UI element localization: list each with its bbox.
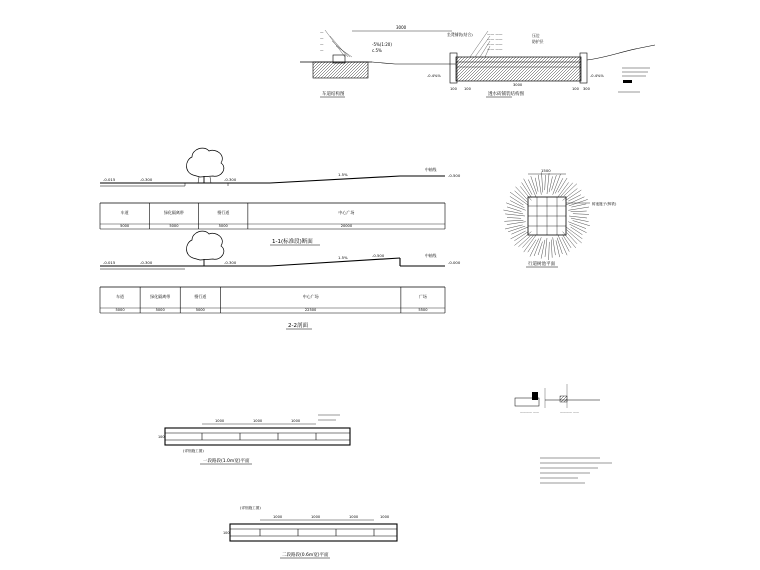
pavement-section-caption: 透水砖铺装结构图 — [488, 92, 524, 97]
pavement-plan-1 — [158, 415, 350, 464]
tree-pit-dim: 1500 — [541, 168, 551, 173]
zone-width: 5500 — [418, 308, 428, 312]
pavement-label-slope-right: -0.4%% — [590, 74, 604, 78]
zone-width: 22500 — [304, 308, 317, 312]
road-structure-detail — [300, 30, 395, 97]
s2-zone-strip — [100, 287, 445, 313]
legend-marks — [618, 68, 650, 92]
pavement-label-edge: 压边 — [532, 33, 540, 38]
canopy-stroke — [531, 176, 537, 194]
s1-zone-strip — [100, 203, 445, 229]
svg-text:—: — — [320, 36, 324, 40]
plan1-dim-a: 1000 — [215, 419, 225, 423]
canopy-stroke — [510, 192, 528, 205]
plan2-note: (详细施工图) — [240, 506, 261, 510]
pavement-structure-detail — [395, 31, 655, 97]
pavement-plan-2 — [223, 505, 397, 558]
plan2-dim-d: 1000 — [380, 515, 390, 519]
tree-icon-2 — [187, 231, 224, 266]
canopy-stroke — [556, 240, 560, 257]
tree-icon — [187, 148, 224, 183]
canopy-stroke — [551, 240, 552, 258]
s1-slope: 1.5% — [338, 172, 348, 177]
pavement-label-slope-left: -0.4%% — [427, 74, 441, 78]
s1-elev-c: -0.300 — [224, 177, 237, 182]
canopy-stroke — [545, 238, 547, 257]
svg-text:—— ——: —— —— — [487, 32, 503, 36]
zone-width: 5000 — [155, 308, 165, 312]
zone-name: 绿化隔离带 — [150, 294, 171, 299]
zone-name: 慢行道 — [217, 210, 230, 215]
svg-text:—: — — [320, 30, 324, 34]
s1-elev-a: -0.015 — [103, 177, 116, 182]
section-1-caption: 1-1(标准段)断面 — [272, 239, 313, 245]
zone-width: 5000 — [218, 224, 228, 228]
canopy-stroke — [567, 230, 582, 243]
section-2-2 — [100, 231, 461, 329]
canopy-stroke — [505, 214, 525, 216]
canopy-stroke — [507, 222, 526, 225]
canopy-stroke — [541, 240, 545, 259]
canopy-stroke — [568, 222, 586, 229]
zone-name: 广场 — [418, 294, 427, 299]
zone-name: 中心广场 — [302, 294, 319, 299]
canopy-stroke — [571, 227, 583, 235]
svg-text:—— ——: —— —— — [487, 47, 503, 51]
plan1-note: (详细施工图) — [183, 449, 204, 453]
canopy-stroke — [569, 216, 587, 218]
zone-name: 车道 — [116, 294, 125, 299]
plan1-dim-c: 1000 — [291, 419, 301, 423]
svg-text:—— ——: —— —— — [487, 37, 503, 41]
zone-width: 5000 — [120, 224, 130, 228]
canopy-stroke — [542, 172, 543, 192]
canopy-stroke — [504, 220, 523, 221]
canopy-stroke — [563, 232, 576, 248]
pavement-dim-c: 100 — [572, 87, 579, 91]
tree-pit-note: 树池篦子(铸铁) — [592, 202, 617, 206]
section-2-caption: 2-2剖面 — [288, 323, 308, 329]
canopy-stroke — [553, 174, 561, 195]
canopy-stroke — [506, 203, 526, 211]
tree-pit-plan — [503, 168, 617, 267]
pavement-label-seat: 坐凳铺装(结合) — [447, 32, 473, 37]
canopy-stroke — [508, 226, 525, 232]
plan2-dim-c: 1000 — [349, 515, 359, 519]
canopy-stroke — [568, 195, 581, 201]
canopy-stroke — [549, 176, 552, 192]
svg-text:中轴线: 中轴线 — [425, 167, 437, 172]
canopy-stroke — [503, 210, 523, 214]
zone-name: 中心广场 — [338, 210, 355, 215]
notes-block — [540, 458, 612, 483]
zone-width: 5000 — [195, 308, 205, 312]
plan2-caption: 二段路段(0.6m宽)平面 — [282, 553, 329, 558]
canopy-stroke — [545, 175, 546, 190]
s2-elev-d: -0.500 — [372, 253, 385, 258]
section-1-1 — [100, 148, 461, 245]
pavement-label-protect: 防护层 — [532, 39, 544, 44]
zone-name: 车道 — [120, 210, 129, 215]
s1-elev-b: -0.300 — [140, 177, 153, 182]
s2-elev-a: -0.015 — [103, 260, 116, 265]
top-dimension: 3000 — [396, 25, 407, 30]
svg-text:100: 100 — [223, 531, 230, 535]
canopy-stroke — [571, 218, 589, 222]
s2-slope: 1.5% — [338, 255, 348, 260]
pavement-dim-b: 100 — [464, 87, 471, 91]
s1-elev-d: -0.500 — [448, 173, 461, 178]
plan2-dim-b: 1000 — [311, 515, 321, 519]
canopy-stroke — [571, 211, 587, 212]
canopy-stroke — [549, 242, 550, 260]
pavement-dim-a: 100 — [450, 87, 457, 91]
zone-width: 5000 — [115, 308, 125, 312]
canopy-stroke — [524, 235, 536, 252]
plan1-caption: 一段路段(1.0m宽)平面 — [203, 459, 250, 464]
svg-text:—: — — [320, 42, 324, 46]
s2-elev-e: -0.000 — [448, 260, 461, 265]
svg-text:中轴线: 中轴线 — [425, 253, 437, 258]
canopy-stroke — [505, 225, 523, 229]
tree-pit-caption: 行道树池平面 — [528, 262, 555, 267]
road-label-slope: -5%(1:20) — [372, 42, 392, 47]
canopy-stroke — [555, 178, 563, 193]
zone-name: 慢行道 — [194, 294, 207, 299]
canopy-stroke — [528, 240, 536, 253]
s2-elev-c: -0.300 — [224, 260, 237, 265]
zone-width: 20000 — [340, 224, 353, 228]
canopy-stroke — [557, 238, 562, 254]
svg-text:———— ——: ———— —— — [560, 410, 579, 414]
canopy-stroke — [520, 186, 531, 200]
zone-name: 绿化隔离带 — [163, 210, 184, 215]
canopy-stroke — [538, 175, 541, 195]
pavement-dim-main: 3000 — [513, 83, 523, 87]
canopy-stroke — [507, 218, 521, 219]
canopy-stroke — [573, 214, 589, 215]
plan1-dim-b: 1000 — [253, 419, 263, 423]
canopy-stroke — [568, 207, 589, 210]
s2-elev-b: -0.300 — [140, 260, 153, 265]
road-section-caption: 车道结构图 — [322, 92, 345, 97]
svg-text:100: 100 — [158, 435, 165, 439]
svg-text:—— ——: —— —— — [487, 42, 503, 46]
svg-text:———— ——: ———— —— — [520, 410, 539, 414]
canopy-stroke — [507, 207, 521, 212]
canopy-stroke — [534, 237, 541, 256]
canopy-stroke — [535, 178, 538, 192]
plan2-dim-a: 1000 — [273, 515, 283, 519]
canopy-stroke — [553, 237, 556, 255]
canopy-stroke — [514, 232, 531, 246]
road-label-grade: c.5% — [372, 48, 382, 53]
top-detail-group — [300, 25, 655, 97]
svg-text:—: — — [320, 48, 324, 52]
pavement-dim-edge: 300 — [583, 87, 590, 91]
canopy-stroke — [547, 173, 549, 194]
zone-width: 5000 — [169, 224, 179, 228]
small-detail-group — [515, 384, 600, 414]
